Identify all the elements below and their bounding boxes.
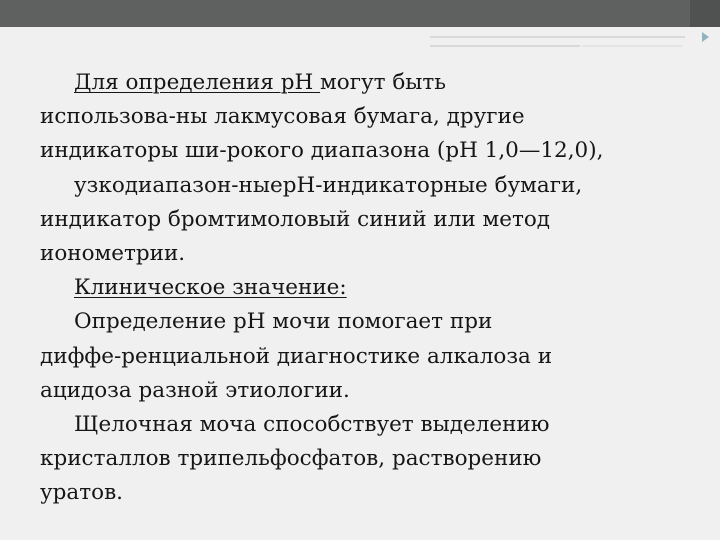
text-line: использова-ны лакмусовая бумага, другие (40, 104, 525, 130)
triangle-marker-icon (702, 32, 709, 42)
text-line: индикаторы ши-рокого диапазона (pH 1,0—12,0), (40, 138, 604, 164)
decorative-rule (582, 45, 682, 47)
section-heading: Клиническое значение: (74, 275, 347, 301)
text-fragment: могут быть (320, 70, 447, 95)
decorative-rule (430, 36, 685, 38)
slide-body-text (40, 66, 700, 511)
section-heading-line (40, 271, 700, 305)
text-line: ионометрии. (40, 241, 186, 267)
text-line (40, 66, 700, 100)
text-line: индикатор бромтимоловый синий или метод (40, 206, 551, 232)
text-line: Определение pH мочи помогает при (74, 309, 493, 335)
underlined-phrase: Для определения pH (74, 70, 321, 95)
header-bar-accent (690, 0, 720, 27)
text-line: ацидоза разной этиологии. (40, 377, 350, 403)
decorative-rule (430, 45, 580, 47)
text-line: узкодиапазон-ныерН-индикаторные бумаги, (74, 172, 583, 198)
text-line: уратов. (40, 480, 124, 506)
text-line: Щелочная моча способствует выделению (74, 412, 550, 438)
header-bar (0, 0, 720, 27)
text-line: диффе-ренциальной диагностике алкалоза и (40, 343, 553, 369)
text-line: кристаллов трипельфосфатов, растворению (40, 446, 542, 472)
